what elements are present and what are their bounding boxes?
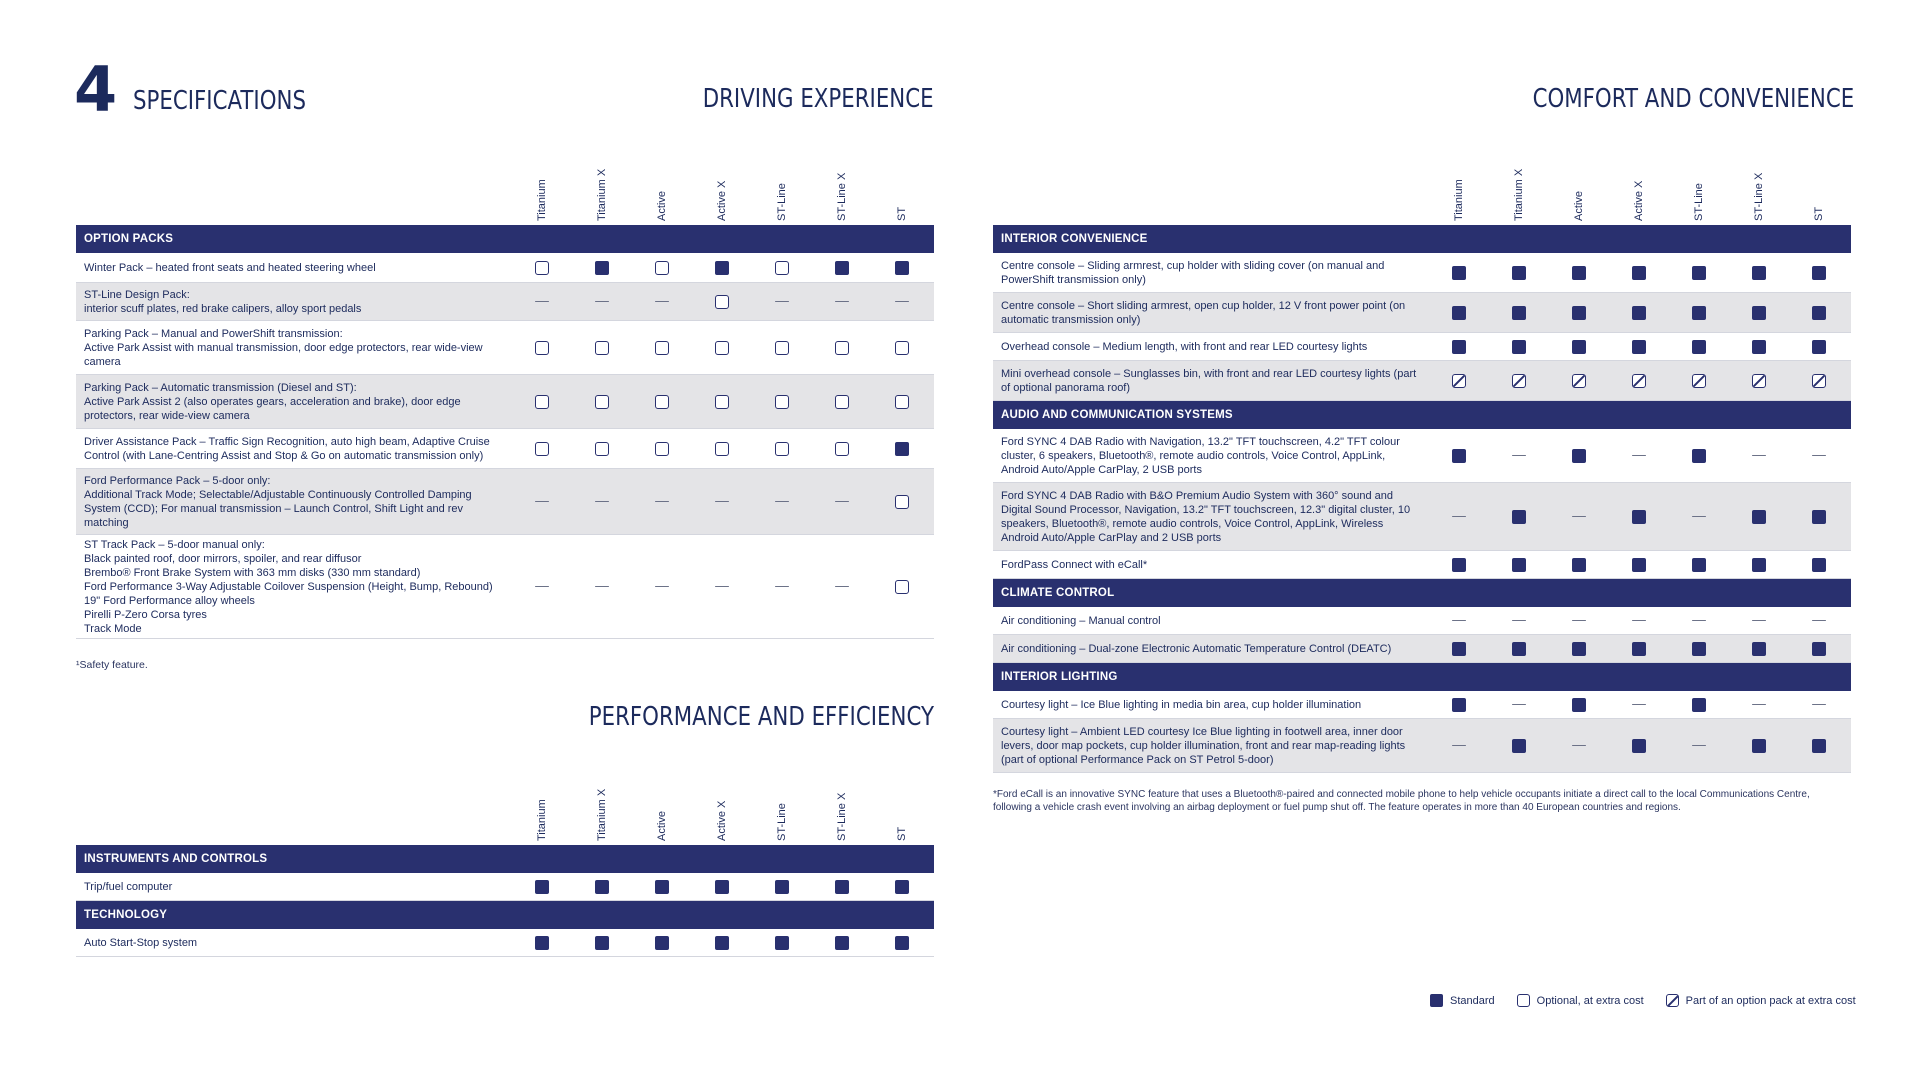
standard-marker-icon [1692,340,1706,354]
standard-marker-icon [1512,510,1526,524]
standard-marker-icon [1512,558,1526,572]
feature-row [993,635,1851,663]
trim-header [632,131,692,221]
driving-footnote: ¹Safety feature. [76,659,148,671]
feature-label: Courtesy light – Ambient LED courtesy Ice Blue lighting in footwell area, inner door levers, door map pockets, cup holder illumination, front and rear map-reading lights (part of optional Performance Pack on ST Petrol 5-door) [1001,725,1406,766]
standard-marker-icon [1452,698,1466,712]
feature-label: Ford SYNC 4 DAB Radio with B&O Premium Audio System with 360° sound and Digital Sound Processor, Navigation, 13.2" TFT touchscreen, 12.3" digital cluster, 10 speakers, Bluetooth®, remote audio controls, Voice Control, AppLink, Wireless Android Auto/Apple CarPlay and 2 USB ports [1001,489,1411,544]
standard-marker-icon [1632,739,1646,753]
pack-marker-icon [1572,374,1586,388]
not-available-dash [715,586,729,588]
standard-marker-icon [535,880,549,894]
not-available-dash [835,586,849,588]
pack-marker-icon [1812,374,1826,388]
standard-marker-icon [1812,266,1826,280]
not-available-dash [1572,745,1586,747]
standard-marker-icon [1512,266,1526,280]
trim-header-label: ST [1813,206,1825,221]
standard-marker-icon [1752,266,1766,280]
optional-marker-icon [535,442,549,456]
optional-marker-icon [835,395,849,409]
pack-marker-icon [1752,374,1766,388]
chapter-heading [74,53,344,126]
feature-label: Air conditioning – Dual-zone Electronic Automatic Temperature Control (DEATC) [1001,642,1392,655]
trim-header-label: Active [1573,191,1585,221]
trim-header-label: ST-Line [1693,183,1705,221]
standard-marker-icon [1452,558,1466,572]
standard-marker-icon [1812,739,1826,753]
standard-marker-icon [1572,558,1586,572]
feature-row [76,429,934,469]
not-available-dash [595,301,609,303]
standard-marker-icon [1752,739,1766,753]
trim-header-label: Titanium [536,799,548,841]
standard-marker-icon [655,880,669,894]
standard-marker-icon [1572,698,1586,712]
standard-marker-icon [895,261,909,275]
not-available-dash [535,301,549,303]
trim-header [572,131,632,221]
standard-marker-icon [1452,449,1466,463]
optional-marker-icon [535,261,549,275]
comfort-table [993,135,1851,773]
trim-header [512,751,572,841]
trim-header-label: Titanium X [1513,168,1525,221]
feature-row [76,321,934,375]
standard-marker-icon [1572,266,1586,280]
standard-marker-icon [895,880,909,894]
feature-row [993,483,1851,551]
standard-marker-icon [835,261,849,275]
feature-row [993,551,1851,579]
not-available-dash [595,586,609,588]
standard-marker-icon [1572,642,1586,656]
standard-marker-icon [1452,266,1466,280]
trim-header [1789,131,1849,221]
feature-label: Parking Pack – Automatic transmission (Diesel and ST): Active Park Assist 2 (also operates gears, acceleration and brake), door edge protectors, rear wide-view camera [84,381,461,422]
legend-pack [1666,994,1856,1007]
feature-row [76,375,934,429]
trim-header-label: Active [656,191,668,221]
category-header: INTERIOR CONVENIENCE [993,225,1851,253]
optional-marker-icon [775,442,789,456]
standard-marker-icon [1452,642,1466,656]
standard-marker-icon [1512,739,1526,753]
optional-marker-icon [715,395,729,409]
legend [1430,994,1878,1007]
trim-header-label: Active X [716,180,728,221]
legend-standard-label: Standard [1450,994,1495,1007]
standard-marker-icon [1632,642,1646,656]
chapter-title: SPECIFICATIONS [133,86,307,116]
trim-header-label: ST-Line [776,183,788,221]
optional-marker-icon [655,442,669,456]
feature-row [76,283,934,321]
trim-header-label: ST-Line [776,803,788,841]
feature-row [993,429,1851,483]
performance-table [76,755,934,957]
standard-marker-icon [835,936,849,950]
optional-marker-icon [895,341,909,355]
feature-label: Overhead console – Medium length, with front and rear LED courtesy lights [1001,340,1368,353]
trim-header-label: Active [656,811,668,841]
optional-marker-icon [715,295,729,309]
standard-marker-icon [1692,306,1706,320]
pack-marker-icon [1666,994,1679,1007]
standard-marker-icon [775,936,789,950]
standard-marker-icon [1692,698,1706,712]
feature-label: Auto Start-Stop system [84,936,198,949]
standard-marker-icon [1632,558,1646,572]
pack-marker-icon [1452,374,1466,388]
standard-marker-icon [895,442,909,456]
optional-marker-icon [655,395,669,409]
optional-marker-icon [535,395,549,409]
standard-marker-icon [1430,994,1443,1007]
trim-column-headers [76,135,934,225]
not-available-dash [1752,620,1766,622]
legend-optional-label: Optional, at extra cost [1536,994,1644,1007]
standard-marker-icon [535,936,549,950]
not-available-dash [1692,620,1706,622]
not-available-dash [775,586,789,588]
standard-marker-icon [895,936,909,950]
trim-header [812,751,872,841]
optional-marker-icon [535,341,549,355]
standard-marker-icon [715,880,729,894]
standard-marker-icon [1812,558,1826,572]
standard-marker-icon [1512,306,1526,320]
trim-header [872,751,932,841]
not-available-dash [1812,704,1826,706]
optional-marker-icon [595,395,609,409]
standard-marker-icon [1632,340,1646,354]
trim-header-label: Titanium [536,179,548,221]
standard-marker-icon [1512,340,1526,354]
optional-marker-icon [595,442,609,456]
category-header: OPTION PACKS [76,225,934,253]
standard-marker-icon [1632,510,1646,524]
feature-row [993,293,1851,333]
not-available-dash [1452,745,1466,747]
feature-label: Ford SYNC 4 DAB Radio with Navigation, 13.2" TFT touchscreen, 4.2" TFT colour cluster, 6 speakers, Bluetooth®, remote audio controls, Voice Control, AppLink, Android Auto/Apple CarPlay, 2 USB ports [1001,435,1400,476]
standard-marker-icon [1752,306,1766,320]
pack-marker-icon [1632,374,1646,388]
optional-marker-icon [895,495,909,509]
not-available-dash [1572,620,1586,622]
not-available-dash [1452,516,1466,518]
not-available-dash [775,501,789,503]
not-available-dash [1632,704,1646,706]
comfort-footnote: *Ford eCall is an innovative SYNC feature that uses a Bluetooth®-paired and connected mobile phone to help vehicle occupants initiate a direct call to the local Communications Centre, following a vehicle crash event involving an airbag deployment or fuel pump shut off. The feature operates in more than 40 European countries and regions. [993,789,1810,813]
optional-marker-icon [775,261,789,275]
standard-marker-icon [1452,306,1466,320]
not-available-dash [1512,620,1526,622]
not-available-dash [655,301,669,303]
trim-header [632,751,692,841]
standard-marker-icon [1752,642,1766,656]
category-header: INTERIOR LIGHTING [993,663,1851,691]
pack-marker-icon [1512,374,1526,388]
trim-header [872,131,932,221]
chapter-number: 4 [74,53,114,126]
standard-marker-icon [1452,340,1466,354]
not-available-dash [895,301,909,303]
feature-row [76,929,934,957]
standard-marker-icon [1812,340,1826,354]
standard-marker-icon [775,880,789,894]
optional-marker-icon [715,442,729,456]
standard-marker-icon [1812,306,1826,320]
standard-marker-icon [1692,642,1706,656]
category-header: CLIMATE CONTROL [993,579,1851,607]
not-available-dash [1812,455,1826,457]
comfort-section-title: COMFORT AND CONVENIENCE [1532,84,1854,114]
not-available-dash [1512,455,1526,457]
standard-marker-icon [715,936,729,950]
standard-marker-icon [1572,306,1586,320]
performance-section-title: PERFORMANCE AND EFFICIENCY [588,702,934,732]
category-header: TECHNOLOGY [76,901,934,929]
trim-header-label: ST-Line X [836,792,848,841]
trim-header-label: Titanium X [596,788,608,841]
standard-marker-icon [1632,266,1646,280]
optional-marker-icon [655,261,669,275]
feature-label: Centre console – Short sliding armrest, open cup holder, 12 V front power point (on automatic transmission only) [1001,299,1406,326]
standard-marker-icon [1752,340,1766,354]
standard-marker-icon [1692,266,1706,280]
pack-marker-icon [1692,374,1706,388]
feature-row [993,361,1851,401]
category-header: INSTRUMENTS AND CONTROLS [76,845,934,873]
not-available-dash [835,501,849,503]
optional-marker-icon [895,395,909,409]
feature-label: Driver Assistance Pack – Traffic Sign Recognition, auto high beam, Adaptive Cruise Control (with Lane-Centring Assist and Stop & Go on automatic transmission only) [84,435,490,462]
trim-header [1549,131,1609,221]
feature-row [76,535,934,639]
not-available-dash [1692,745,1706,747]
feature-label: Trip/fuel computer [84,880,173,893]
standard-marker-icon [1692,449,1706,463]
not-available-dash [535,501,549,503]
trim-header-label: ST-Line X [836,172,848,221]
not-available-dash [835,301,849,303]
trim-header [1729,131,1789,221]
trim-header-label: Active X [1633,180,1645,221]
optional-marker-icon [775,395,789,409]
trim-header [812,131,872,221]
trim-header [1669,131,1729,221]
legend-pack-label: Part of an option pack at extra cost [1685,994,1856,1007]
trim-header [692,131,752,221]
standard-marker-icon [655,936,669,950]
feature-label: FordPass Connect with eCall* [1001,558,1148,571]
standard-marker-icon [1812,510,1826,524]
not-available-dash [1512,704,1526,706]
standard-marker-icon [1752,510,1766,524]
feature-row [993,719,1851,773]
optional-marker-icon [1517,994,1530,1007]
trim-header [752,131,812,221]
feature-row [76,873,934,901]
trim-header [1609,131,1669,221]
feature-row [76,469,934,535]
optional-marker-icon [655,341,669,355]
feature-label: Courtesy light – Ice Blue lighting in media bin area, cup holder illumination [1001,698,1362,711]
trim-header [572,751,632,841]
not-available-dash [655,586,669,588]
feature-label: ST Track Pack – 5-door manual only: Black painted roof, door mirrors, spoiler, and rear diffusor Brembo® Front Brake System with 363 mm disks (330 mm standard) Ford Performance 3-Way Adjustable Coilover Suspension (Height, Bump, Rebound) 19" Ford Performance alloy wheels Pirelli P-Zero Corsa tyres Track Mode [84,538,493,635]
standard-marker-icon [595,261,609,275]
not-available-dash [595,501,609,503]
not-available-dash [535,586,549,588]
standard-marker-icon [595,936,609,950]
feature-label: Ford Performance Pack – 5-door only: Additional Track Mode; Selectable/Adjustable Continuously Controlled Damping System (CCD); For manual transmission – Launch Control, Shift Light and rev matching [84,474,472,529]
feature-row [993,253,1851,293]
feature-row [993,607,1851,635]
trim-header [1429,131,1489,221]
trim-header-label: ST [896,206,908,221]
standard-marker-icon [1572,340,1586,354]
trim-header-label: Active X [716,800,728,841]
optional-marker-icon [775,341,789,355]
optional-marker-icon [895,580,909,594]
trim-column-headers [993,135,1851,225]
standard-marker-icon [715,261,729,275]
optional-marker-icon [835,341,849,355]
feature-row [993,333,1851,361]
feature-label: Winter Pack – heated front seats and heated steering wheel [84,261,376,274]
legend-standard [1430,994,1495,1007]
standard-marker-icon [1512,642,1526,656]
trim-header-label: ST-Line X [1753,172,1765,221]
not-available-dash [655,501,669,503]
feature-row [993,691,1851,719]
feature-label: Centre console – Sliding armrest, cup holder with sliding cover (on manual and PowerShift transmission only) [1001,259,1385,286]
trim-header-label: Titanium X [596,168,608,221]
standard-marker-icon [1752,558,1766,572]
standard-marker-icon [1692,558,1706,572]
feature-row [76,253,934,283]
trim-header [1489,131,1549,221]
trim-header [692,751,752,841]
not-available-dash [1452,620,1466,622]
trim-header [512,131,572,221]
optional-marker-icon [715,341,729,355]
not-available-dash [1572,516,1586,518]
standard-marker-icon [595,880,609,894]
legend-optional [1517,994,1644,1007]
not-available-dash [1692,516,1706,518]
optional-marker-icon [595,341,609,355]
not-available-dash [1812,620,1826,622]
optional-marker-icon [835,442,849,456]
not-available-dash [715,501,729,503]
feature-label: Parking Pack – Manual and PowerShift transmission: Active Park Assist with manual transmission, door edge protectors, rear wide-view camera [84,327,483,368]
driving-table [76,135,934,639]
standard-marker-icon [1572,449,1586,463]
standard-marker-icon [835,880,849,894]
trim-header-label: Titanium [1453,179,1465,221]
not-available-dash [1632,455,1646,457]
feature-label: Air conditioning – Manual control [1001,614,1161,627]
not-available-dash [1752,704,1766,706]
standard-marker-icon [1632,306,1646,320]
trim-header [752,751,812,841]
trim-header-label: ST [896,826,908,841]
not-available-dash [1632,620,1646,622]
feature-label: ST-Line Design Pack: interior scuff plates, red brake calipers, alloy sport pedals [84,288,362,315]
standard-marker-icon [1812,642,1826,656]
trim-column-headers [76,755,934,845]
not-available-dash [775,301,789,303]
driving-section-title: DRIVING EXPERIENCE [703,84,934,114]
category-header: AUDIO AND COMMUNICATION SYSTEMS [993,401,1851,429]
feature-label: Mini overhead console – Sunglasses bin, with front and rear LED courtesy lights (part of optional panorama roof) [1001,367,1417,394]
not-available-dash [1752,455,1766,457]
